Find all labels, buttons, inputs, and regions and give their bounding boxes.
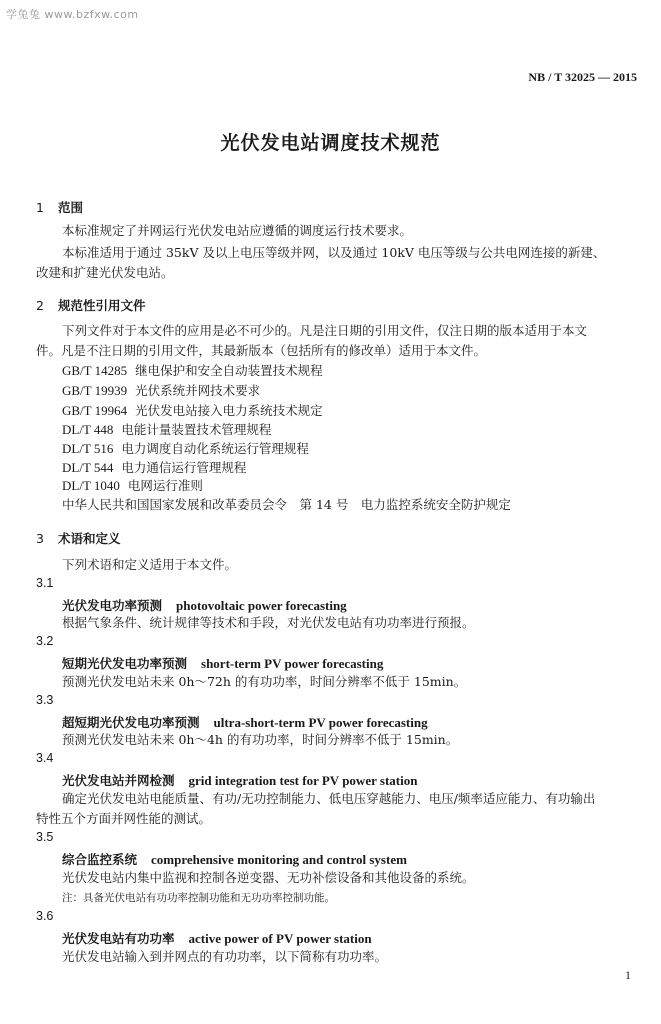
term-chinese: 短期光伏发电功率预测 — [62, 656, 188, 671]
term-heading — [62, 713, 428, 731]
reference-code: DL/T 448 — [62, 422, 114, 437]
reference-item — [62, 459, 246, 477]
reference-item — [62, 440, 309, 458]
section-3-heading — [36, 529, 121, 547]
paragraph: 下列术语和定义适用于本文件。 — [62, 557, 238, 572]
term-english: grid integration test for PV power station — [188, 773, 418, 788]
section-title: 范围 — [58, 200, 84, 215]
term-chinese: 光伏发电站有功功率 — [62, 931, 175, 946]
reference-code: GB/T 14285 — [62, 363, 128, 378]
reference-code: DL/T 1040 — [62, 478, 120, 493]
term-definition: 根据气象条件、统计规律等技术和手段，对光伏发电站有功功率进行预报。 — [62, 615, 475, 630]
reference-code: GB/T 19964 — [62, 403, 128, 418]
reference-item — [62, 382, 260, 400]
term-heading — [62, 596, 347, 614]
section-number: 1 — [36, 200, 44, 215]
term-definition: 光伏发电站输入到并网点的有功功率，以下简称有功功率。 — [62, 949, 388, 964]
paragraph-continuation: 改建和扩建光伏发电站。 — [36, 265, 174, 280]
reference-decree: 中华人民共和国国家发展和改革委员会令 第 14 号 电力监控系统安全防护规定 — [62, 497, 511, 512]
term-definition: 预测光伏发电站未来 0h～4h 的有功功率，时间分辨率不低于 15min。 — [62, 732, 459, 747]
reference-item — [62, 477, 203, 495]
term-chinese: 光伏发电功率预测 — [62, 598, 163, 613]
section-2-heading — [36, 296, 146, 314]
reference-title: 电能计量装置技术管理规程 — [121, 422, 272, 437]
term-heading — [62, 771, 417, 789]
term-number: 3.4 — [36, 751, 54, 765]
page-number: 1 — [625, 968, 631, 982]
paragraph-continuation: 件。凡是不注日期的引用文件，其最新版本（包括所有的修改单）适用于本文件。 — [36, 343, 487, 358]
watermark: 学兔兔 www.bzfxw.com — [6, 8, 139, 21]
section-title: 规范性引用文件 — [58, 298, 146, 313]
reference-title: 电力调度自动化系统运行管理规程 — [121, 441, 309, 456]
paragraph: 本标准适用于通过 35kV 及以上电压等级并网，以及通过 10kV 电压等级与公共电网连接的新建、 — [62, 245, 606, 260]
term-number: 3.2 — [36, 634, 54, 648]
term-definition: 光伏发电站内集中监视和控制各逆变器、无功补偿设备和其他设备的系统。 — [62, 870, 475, 885]
term-chinese: 超短期光伏发电功率预测 — [62, 715, 200, 730]
paragraph: 本标准规定了并网运行光伏发电站应遵循的调度运行技术要求。 — [62, 223, 413, 238]
section-title: 术语和定义 — [58, 531, 121, 546]
term-english: photovoltaic power forecasting — [176, 598, 347, 613]
reference-title: 电力通信运行管理规程 — [121, 460, 247, 475]
reference-item — [62, 362, 323, 380]
document-title: 光伏发电站调度技术规范 — [220, 132, 441, 154]
reference-item — [62, 421, 271, 439]
section-number: 2 — [36, 298, 44, 313]
term-heading — [62, 929, 372, 947]
term-english: comprehensive monitoring and control system — [151, 852, 407, 867]
term-english: ultra-short-term PV power forecasting — [213, 715, 428, 730]
section-number: 3 — [36, 531, 44, 546]
term-number: 3.6 — [36, 909, 54, 923]
term-number: 3.1 — [36, 576, 54, 590]
term-definition-continuation: 特性五个方面并网性能的测试。 — [36, 811, 212, 826]
term-heading — [62, 654, 383, 672]
term-english: active power of PV power station — [188, 931, 372, 946]
reference-title: 电网运行准则 — [127, 478, 203, 493]
paragraph: 下列文件对于本文件的应用是必不可少的。凡是注日期的引用文件，仅注日期的版本适用于本文 — [62, 323, 588, 338]
standard-number: NB / T 32025 — 2015 — [528, 70, 637, 84]
section-1-heading — [36, 198, 83, 216]
term-english: short-term PV power forecasting — [201, 656, 384, 671]
reference-code: DL/T 516 — [62, 441, 114, 456]
term-definition: 预测光伏发电站未来 0h～72h 的有功功率，时间分辨率不低于 15min。 — [62, 674, 467, 689]
reference-code: GB/T 19939 — [62, 383, 128, 398]
reference-title: 继电保护和安全自动装置技术规程 — [135, 363, 323, 378]
reference-item — [62, 402, 323, 420]
reference-code: DL/T 544 — [62, 460, 114, 475]
term-note: 注：具备光伏电站有功功率控制功能和无功功率控制功能。 — [62, 892, 335, 904]
term-number: 3.3 — [36, 693, 54, 707]
term-heading — [62, 850, 407, 868]
term-chinese: 光伏发电站并网检测 — [62, 773, 175, 788]
term-number: 3.5 — [36, 830, 54, 844]
term-definition: 确定光伏发电站电能质量、有功/无功控制能力、低电压穿越能力、电压/频率适应能力、有功输出 — [62, 791, 596, 806]
reference-title: 光伏系统并网技术要求 — [135, 383, 261, 398]
term-chinese: 综合监控系统 — [62, 852, 138, 867]
reference-title: 光伏发电站接入电力系统技术规定 — [135, 403, 323, 418]
